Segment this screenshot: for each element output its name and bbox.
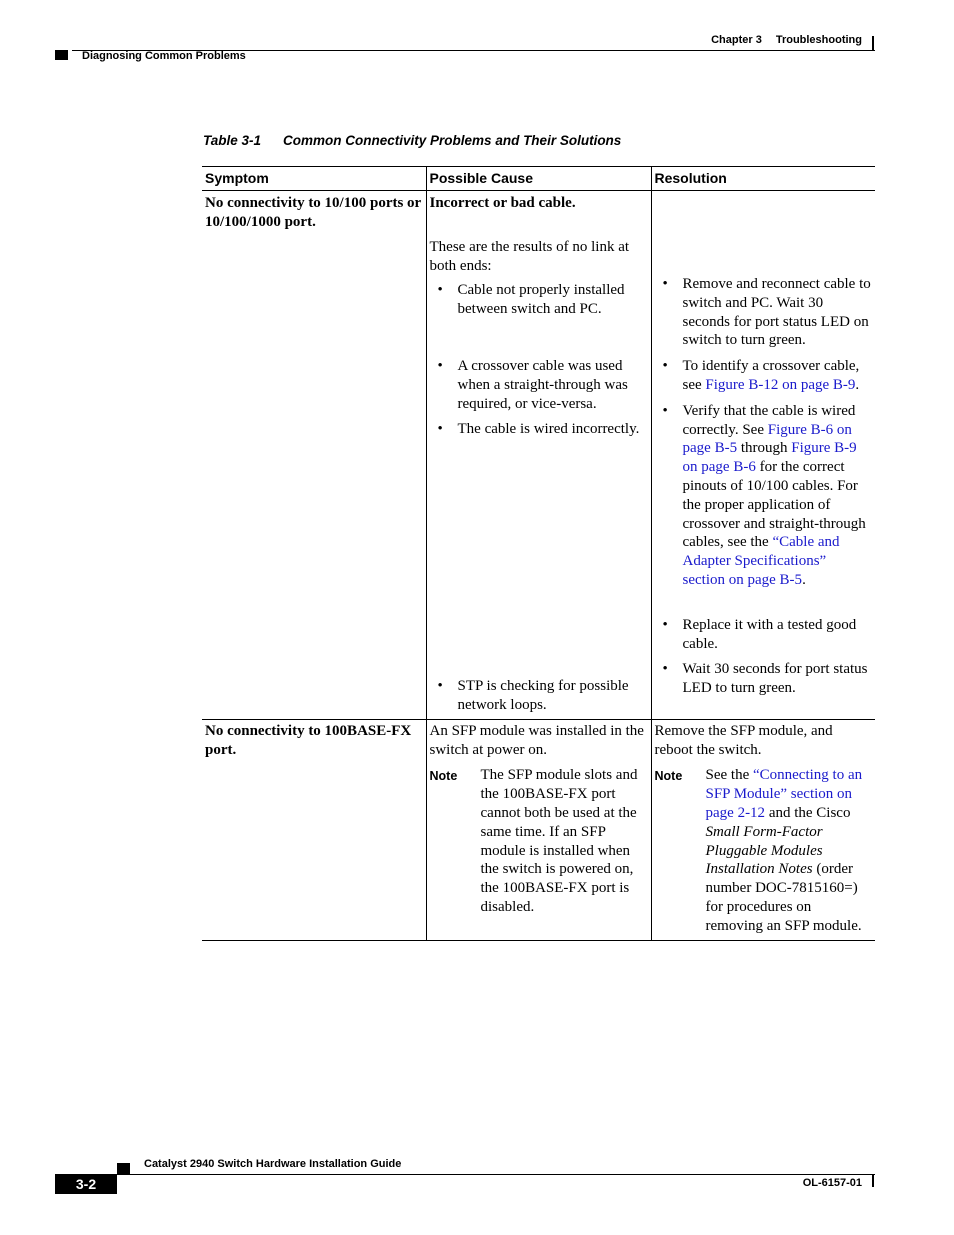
doc-number: OL-6157-01 [802,1177,862,1189]
resolution-item: • Replace it with a tested good cable. [655,616,873,654]
note-label: Note [429,769,458,784]
cause-item: • A crossover cable was used when a straight-through was required, or vice-versa. [430,357,648,413]
section-title: Diagnosing Common Problems [82,50,246,62]
cause-text: An SFP module was installed in the switch at power on. [429,722,644,758]
cause-cell [426,719,651,940]
note-text: The SFP module slots and the 100BASE-FX port cannot both be used at the same time. If an SFP module is installed when the switch is powered on, the 100BASE-FX port is disabled. [480,767,638,915]
figure-b12-link[interactable]: Figure B-12 on page B-9 [705,376,856,393]
header-cause: Possible Cause [426,167,651,191]
cause-item: • Cable not properly installed between switch and PC. [430,281,648,319]
resolution-item: • Wait 30 seconds for port status LED to turn green. [655,660,873,698]
resolution-cell [651,719,875,940]
table-number: Table 3-1 [203,133,262,148]
resolution-item: • Remove and reconnect cable to switch and PC. Wait 30 seconds for port status LED on switch to turn green. [655,275,873,350]
table-row [202,719,875,940]
symptom-text: No connectivity to 100BASE-FX port. [205,722,412,758]
footer-marker [117,1163,130,1174]
chapter-label: Chapter 3 [711,34,762,46]
resolution-cell [651,191,875,720]
table-caption [203,133,621,148]
connecting-sfp-link[interactable]: “Connecting to an SFP Module” section on page 2-12 [705,767,863,821]
cause-item: • STP is checking for possible network loops. [430,677,648,715]
resolution-note [655,766,873,935]
cause-item: • The cable is wired incorrectly. [430,420,648,439]
cause-intro: These are the results of no link at both ends: [429,238,630,274]
cause-note [430,766,648,916]
chapter-title: Troubleshooting [775,34,862,46]
symptom-text: No connectivity to 10/100 ports or 10/100/1000 port. [205,195,421,230]
table-header-row [202,167,875,191]
resolution-item: • Verify that the cable is wired correctly. See Figure B-6 on page B-5 through Figure B-9 on page B-6 for the correct pinouts of 10/100 cables. For the proper application of crossover and straight-through cables, see the “Cable and Adapter Specifications” section on page B-5. [655,402,873,590]
connectivity-table [202,166,875,941]
header-tick [872,36,874,50]
note-text: See the “Connecting to an SFP Module” section on page 2-12 and the Cisco Small Form-Factor Pluggable Modules Installation Notes (order number DOC-7815160=) for procedures on removing an SFP module. [705,767,863,934]
page-number: 3-2 [55,1174,117,1194]
footer-rule [117,1174,875,1175]
header-resolution: Resolution [651,167,875,191]
cable-adapter-specs-link[interactable]: “Cable and Adapter Specifications” section on page B-5 [682,534,840,588]
footer-tick [872,1175,874,1187]
header-symptom: Symptom [202,167,426,191]
header-marker [55,50,68,60]
cause-cell [426,191,651,720]
symptom-cell [202,719,426,940]
guide-title: Catalyst 2940 Switch Hardware Installation Guide [144,1158,402,1170]
note-label: Note [654,769,683,784]
figure-b9-link[interactable]: Figure B-9 on page B-6 [682,440,857,476]
running-header-chapter [711,34,862,46]
cause-title: Incorrect or bad cable. [429,195,576,211]
figure-b6-link[interactable]: Figure B-6 on page B-5 [682,421,852,457]
symptom-cell [202,191,426,720]
resolution-text: Remove the SFP module, and reboot the switch. [654,722,833,758]
table-row [202,191,875,720]
table-title: Common Connectivity Problems and Their Solutions [283,133,622,148]
resolution-item: • To identify a crossover cable, see Figure B-12 on page B-9. [655,357,873,395]
